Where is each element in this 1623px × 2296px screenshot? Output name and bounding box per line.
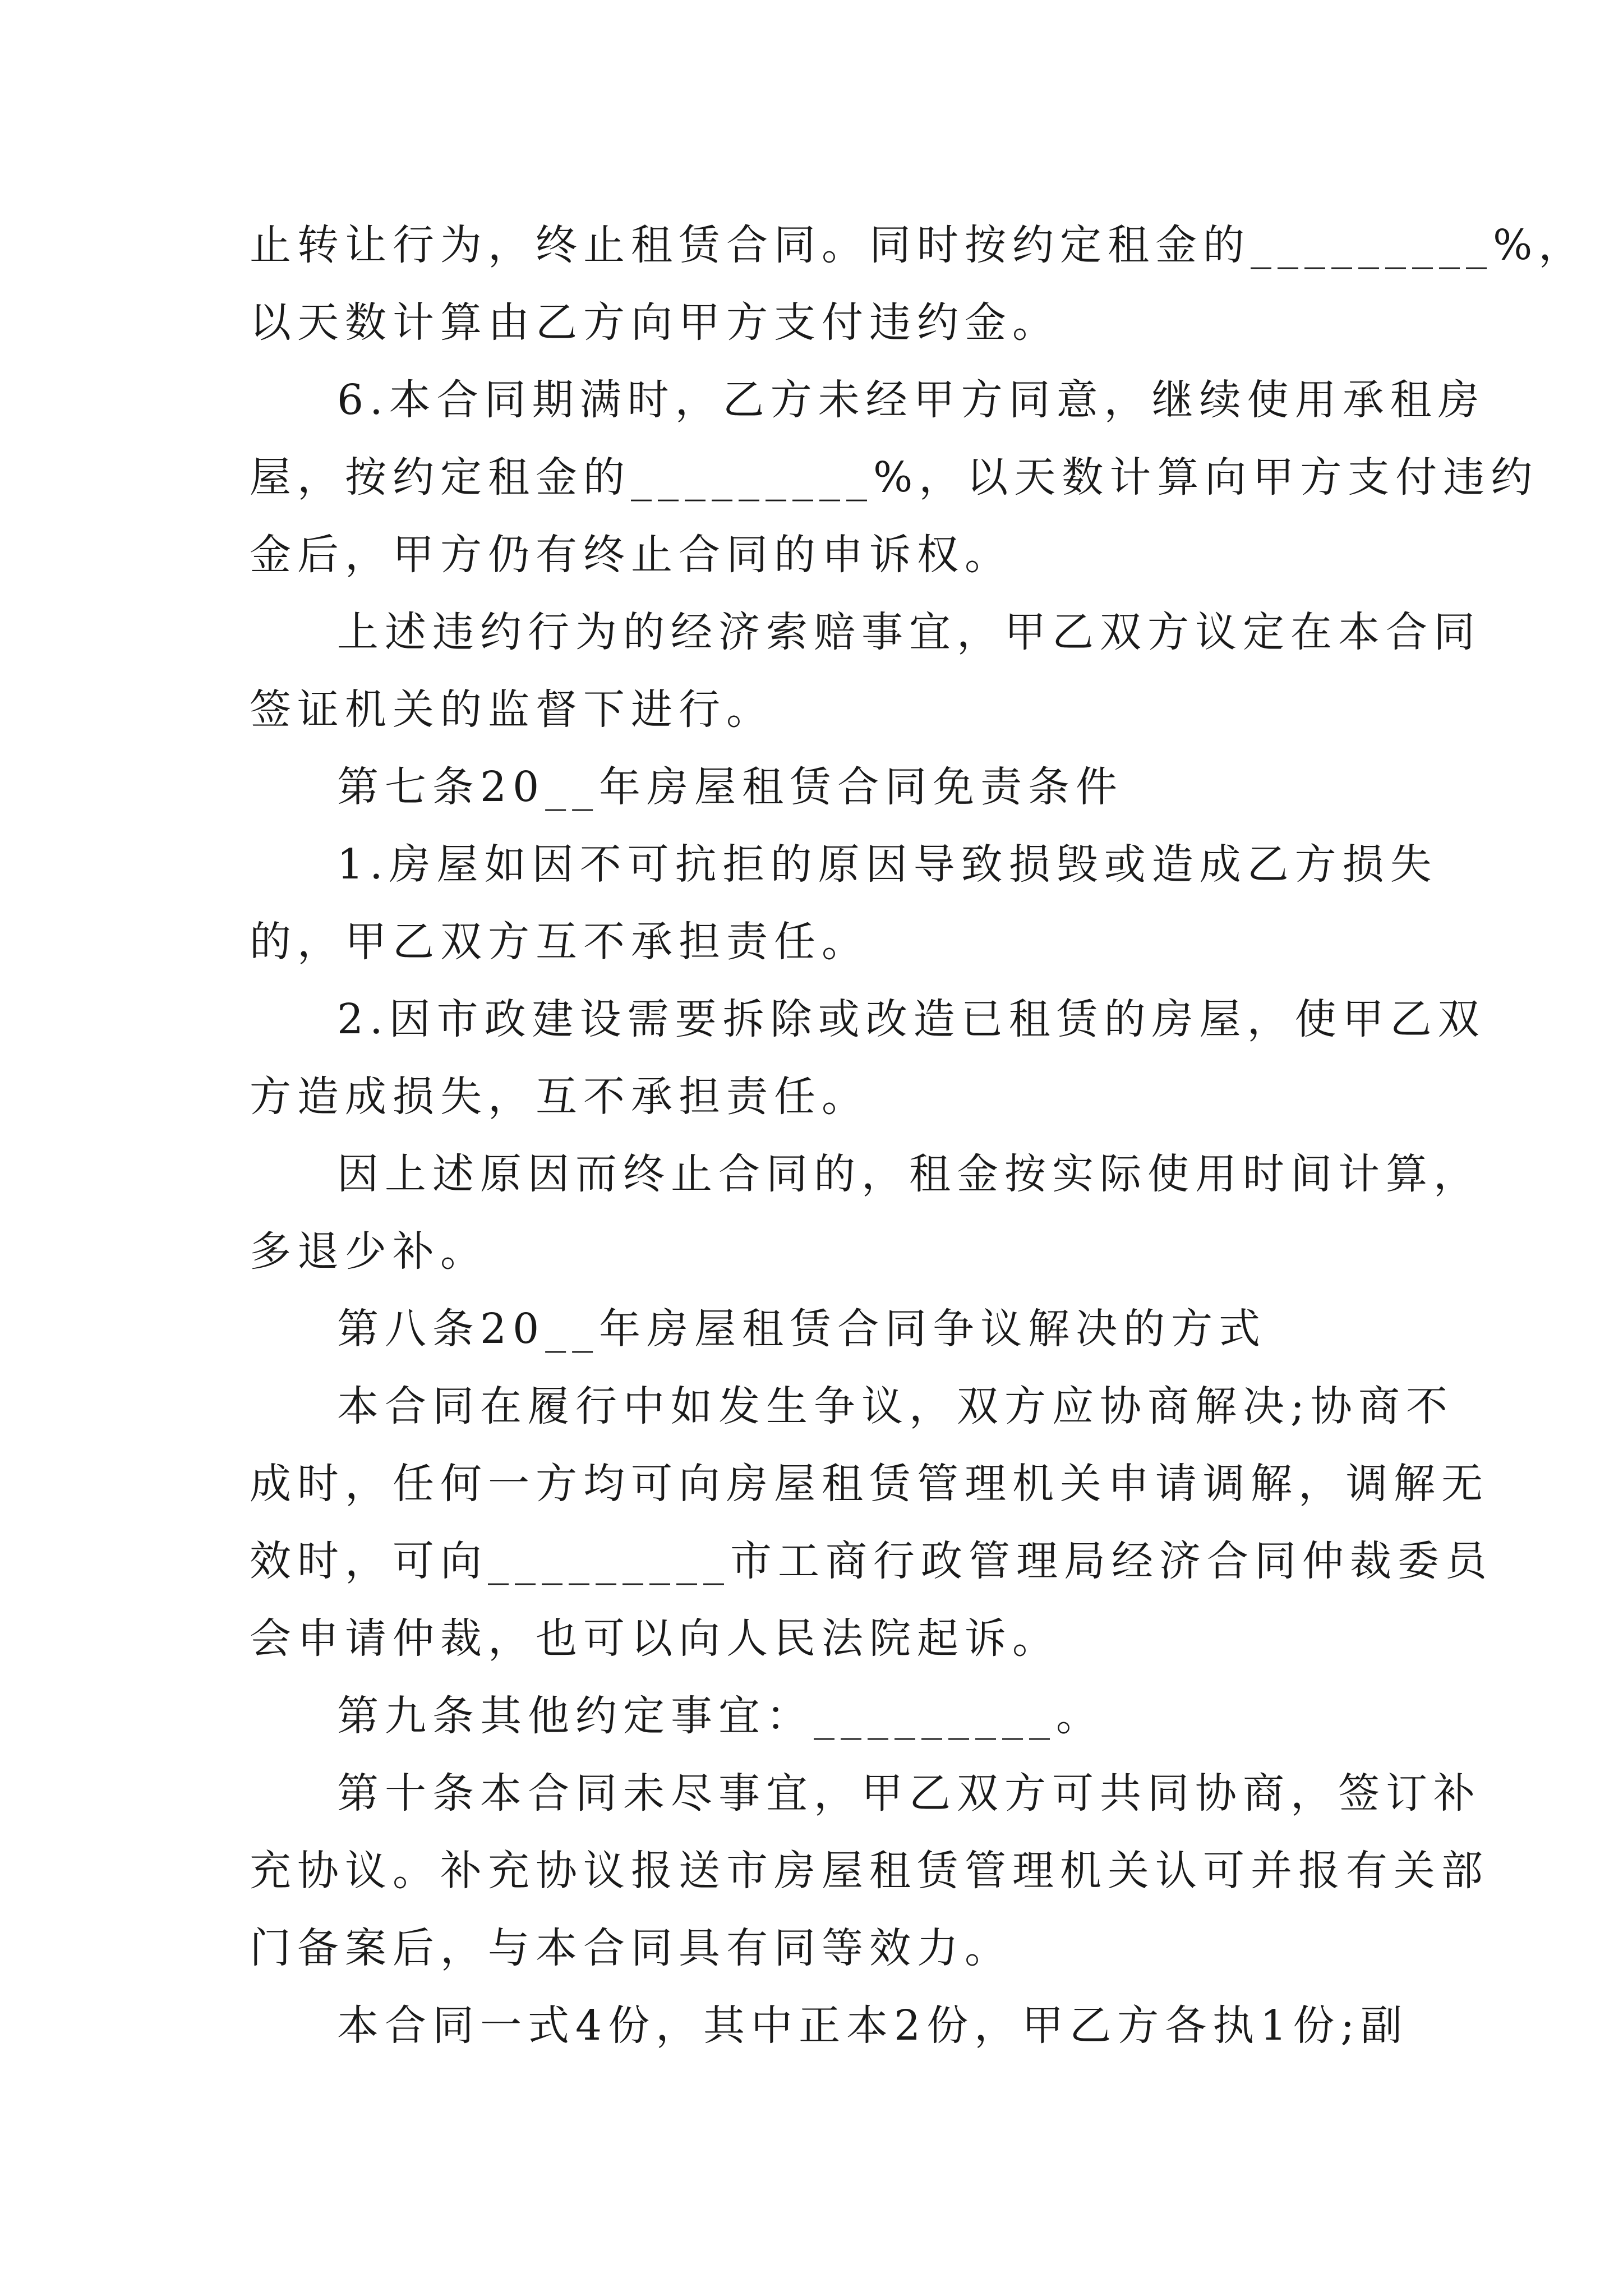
text-line: 本合同在履行中如发生争议，双方应协商解决;协商不 — [337, 1382, 1454, 1430]
section-heading: 第十条本合同未尽事宜，甲乙双方可共同协商，签订补 — [337, 1769, 1481, 1818]
text-line: 止转让行为，终止租赁合同。同时按约定租金的_________%， — [250, 221, 1587, 269]
text-line: 金后，甲方仍有终止合同的申诉权。 — [250, 531, 1012, 579]
text-line: 多退少补。 — [250, 1227, 488, 1276]
text-line: 1.房屋如因不可抗拒的原因导致损毁或造成乙方损失 — [337, 840, 1438, 889]
text-line: 因上述原因而终止合同的，租金按实际使用时间计算， — [337, 1150, 1481, 1198]
text-line: 本合同一式4份，其中正本2份，甲乙方各执1份;副 — [337, 2001, 1409, 2050]
text-line: 方造成损失，互不承担责任。 — [250, 1073, 869, 1121]
text-line: 的，甲乙双方互不承担责任。 — [250, 918, 869, 966]
section-heading: 第九条其他约定事宜：_________。 — [337, 1692, 1104, 1740]
text-line: 6.本合同期满时，乙方未经甲方同意，继续使用承租房 — [337, 376, 1486, 424]
text-line: 成时，任何一方均可向房屋租赁管理机关申请调解，调解无 — [250, 1460, 1489, 1508]
text-line: 充协议。补充协议报送市房屋租赁管理机关认可并报有关部 — [250, 1847, 1489, 1895]
document-body — [250, 206, 1587, 2064]
text-line: 效时，可向_________市工商行政管理局经济合同仲裁委员 — [250, 1537, 1493, 1585]
text-line: 上述违约行为的经济索赔事宜，甲乙双方议定在本合同 — [337, 608, 1481, 656]
text-line: 门备案后，与本合同具有同等效力。 — [250, 1924, 1012, 1972]
text-line: 以天数计算由乙方向甲方支付违约金。 — [250, 298, 1060, 347]
section-heading: 第八条20__年房屋租赁合同争议解决的方式 — [337, 1305, 1267, 1353]
text-line: 会申请仲裁，也可以向人民法院起诉。 — [250, 1614, 1060, 1663]
text-line: 屋，按约定租金的_________%，以天数计算向甲方支付违约 — [250, 453, 1539, 501]
text-line: 2.因市政建设需要拆除或改造已租赁的房屋，使甲乙双 — [337, 995, 1486, 1043]
section-heading: 第七条20__年房屋租赁合同免责条件 — [337, 763, 1124, 811]
text-line: 签证机关的监督下进行。 — [250, 685, 774, 734]
